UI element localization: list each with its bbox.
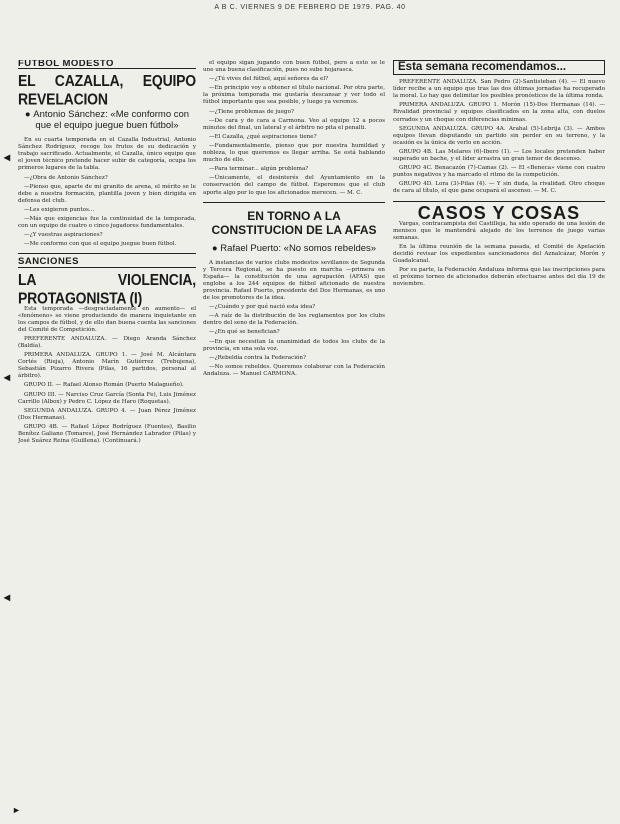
deck — [18, 109, 196, 131]
paragraph: —Me conformo con que el equipo juegue buen fútbol. — [24, 241, 177, 248]
margin-arrow-icon: ◂ — [4, 590, 11, 604]
paragraph: —¿Obra de Antonio Sánchez? — [24, 174, 108, 181]
box-title: Esta semana recomendamos... — [393, 60, 605, 75]
paragraph: —El Cazalla, ¿qué aspiraciones tiene? — [209, 133, 317, 140]
section-heading: CASOS Y COSAS — [417, 202, 581, 223]
deck-text: Antonio Sánchez: «Me conformo con que el equipo juegue buen fútbol» — [33, 109, 190, 132]
paragraph: —¿Tiene problemas de juego? — [209, 108, 294, 115]
paragraph: —Únicamente, el desinterés del Ayuntamiento en la conservación del campo de fútbol. Esperemos que el club aporte algo por lo que los aficionados merecen. — M. C. — [203, 175, 385, 196]
paragraph: —Más que exigencias fue la continuidad de la temporada, con un equipo de cuatro o cinco jugadores fundamentales. — [18, 216, 196, 230]
paragraph: GRUPO 4B. Las Melares (6)-Ibero (1). — Los locales pretenden haber superado un bache, y el líder arrastra un gran temor de descenso. — [393, 148, 605, 163]
divider — [393, 201, 605, 202]
paragraph: —¿Cuándo y por qué nació esta idea? — [209, 304, 316, 311]
paragraph: —Para terminar... algún problema? — [209, 166, 309, 173]
headline: EL CAZALLA, EQUIPO REVELACION — [18, 71, 196, 108]
column-right — [393, 60, 605, 820]
section-label-2: SANCIONES — [18, 258, 196, 267]
column-middle — [203, 60, 385, 820]
paragraph: PRIMERA ANDALUZA. GRUPO 1. Morón (15)-Dos Hermanas (14). — Rivalidad provincial y equipos clasificados en la zona alta, con duelos cerrados y un choque con diferencias mínimas. — [393, 102, 605, 123]
paragraph: PRIMERA ANDALUZA. GRUPO 1. — José M. Alcántara Cortés (Rieja), Antonio Marín Gutiérrez (Trebujena), Sebastián Pizarro Rivera (Pilas, 16 partidos, personal al árbitro). — [18, 352, 196, 380]
paragraph: GRUPO III. — Narciso Cruz García (Sonta Fe), Luis Jiménez Carrillo (Albox) y Pedro C. López de Haro (Roquetas). — [18, 391, 196, 405]
column-left — [18, 60, 196, 820]
paragraph: Vargas, contracampista del Castilleja, ha sido operado de una lesión de menisco que le mantendrá alejado de los terrenos de juego varias semanas. — [393, 220, 605, 241]
paragraph: GRUPO 4D. Lora (3)-Pilas (4). — Y sin duda, la rivalidad. Otro choque de cara al título, el que gane ocupará el ascenso. — M. C. — [393, 181, 605, 195]
margin-arrow-icon: ◂ — [4, 150, 11, 164]
paragraph: PREFERENTE ANDALUZA. — Diego Aranda Sánchez (Baldía). — [18, 335, 196, 349]
paragraph: —En principio voy a obtener el título nacional. Por otra parte, la próxima temporada me gustaría descansar y ver todo el fútbol importante que sea posible, y luego ya veremos. — [203, 85, 385, 106]
divider — [18, 253, 196, 254]
paragraph: —Les exigieron puntos... — [24, 206, 95, 213]
paragraph: GRUPO II. — Rafael Alonso Román (Puerto Malagueño). — [24, 382, 184, 389]
paragraph: Por su parte, la Federación Andaluza informa que las inscripciones para el próximo torneo de aficionados deberán efectuarse antes del día 19 de noviembre. — [393, 267, 605, 288]
paragraph: —¿Tú vives del fútbol, aquí señores da el? — [209, 76, 329, 83]
paragraph: A instancias de varios clubs modestos sevillanos de Segunda y Tercera Regional, se ha puesto en marcha —primera en España— la constitución de una agrupación (AFAS) que englobe a los 244 equipos de fútbol aficionado de nuestra provincia. Rafael Puerto, presidente del Dos Hermanas, es uno de los promotores de la idea. — [203, 259, 385, 302]
paragraph: —¿Y vuestras aspiraciones? — [24, 232, 103, 239]
paragraph: el equipo sigan jugando con buen fútbol, pero a esto se le une una buena clasificación, pues no sube hojarasca. — [203, 60, 385, 74]
deck-text-2: Rafael Puerto: «No somos rebeldes» — [220, 242, 377, 254]
headline-2: LA VIOLENCIA, PROTAGONISTA (I) — [18, 269, 196, 307]
page-header: A B C. VIERNES 9 DE FEBRERO DE 1979. PAG. 40 — [214, 4, 406, 11]
paragraph: Esta temporada —desgraciadamente en aumento— el «fenómeno» se viene produciendo de manera inquietante en los campos de fútbol, y de ello dan buena cuenta las sanciones del Comité de Competición. — [18, 305, 196, 333]
paragraph: —Fundamentalmente, pienso que por nuestra humildad y nobleza, lo que queremos es llegar arriba. Se está hablando mucho de ello. — [203, 142, 385, 164]
paragraph: En su cuarta temporada en el Cazalla Industrial, Antonio Sánchez Rodríguez, recoge los frutos de su dedicación y trabajo sacrificado. Actualmente, el Cazalla, único equipo que el joven técnico pretende hacer subir de categoría, ocupa los primeros lugares de la tabla. — [18, 137, 196, 172]
paragraph: GRUPO 4C. Benacazón (7)-Camas (2). — El «Beneca» viene con cuatro puntos negativos y ha marcado el ritmo de la competición. — [393, 165, 605, 179]
subheadline: EN TORNO A LA CONSTITUCION DE LA AFAS — [211, 208, 377, 237]
paragraph: GRUPO 4B. — Rafael López Rodríguez (Fuentes), Basilio Benítez Galiano (Tomares), José Hernández Labrador (Pilas) y José Suárez Reina (Guillena). (Continuará.) — [18, 423, 196, 445]
paragraph: —A raíz de la distribución de los reglamentos por los clubs dentro del seno de la Federación. — [203, 313, 385, 327]
bullet-icon: ● — [211, 242, 221, 254]
paragraph: —¿En qué se benefician? — [209, 329, 280, 336]
paragraph: —¿Rebeldía contra la Federación? — [209, 354, 306, 361]
paragraph: SEGUNDA ANDALUZA. GRUPO 4. — Juan Pérez Jiménez (Dos Hermanas). — [18, 407, 196, 421]
paragraph: —De cara y de cara a Carmona. Veo al equipo 12 a pocos minutos del final, un lateral y el árbitro no pita el penalti. — [203, 117, 385, 131]
deck-2 — [203, 243, 385, 254]
paragraph: En la última reunión de la semana pasada, el Comité de Apelación decidió revisar los expedientes sancionadores del Aznalcázar, Morón y Guadalcanal. — [393, 243, 605, 265]
paragraph: PREFERENTE ANDALUZA. San Pedro (2)-Santisteban (4). — El nuevo líder recibe a un equipo que tras las dos últimas jornadas ha recuperado la moral. Lo hay que delimitar los posibles pronósticos de la última ronda. — [393, 79, 605, 100]
bullet-icon: ● — [24, 109, 34, 121]
margin-arrow-icon: ► — [12, 805, 21, 815]
paragraph: —Pienso que, aparte de mi granito de arena, el mérito se le debe a nuestra formación, plantilla joven y bien dirigida en defensa del club. — [18, 183, 196, 204]
section-label: FUTBOL MODESTO — [18, 60, 196, 69]
divider — [203, 202, 385, 203]
paragraph: —No somos rebeldes. Queremos colaborar con la Federación Andaluza. — Manuel CARMONA. — [203, 363, 385, 377]
margin-arrow-icon: ◂ — [4, 370, 11, 384]
paragraph: —En que necesitan la unanimidad de todos los clubs de la provincia, en una sola voz. — [203, 338, 385, 352]
paragraph: SEGUNDA ANDALUZA. GRUPO 4A. Arahal (5)-Lebrija (3). — Ambos equipos llevan disputando un partido sin perder en su terreno, y la ocasión es la única de verlo en acción. — [393, 125, 605, 146]
